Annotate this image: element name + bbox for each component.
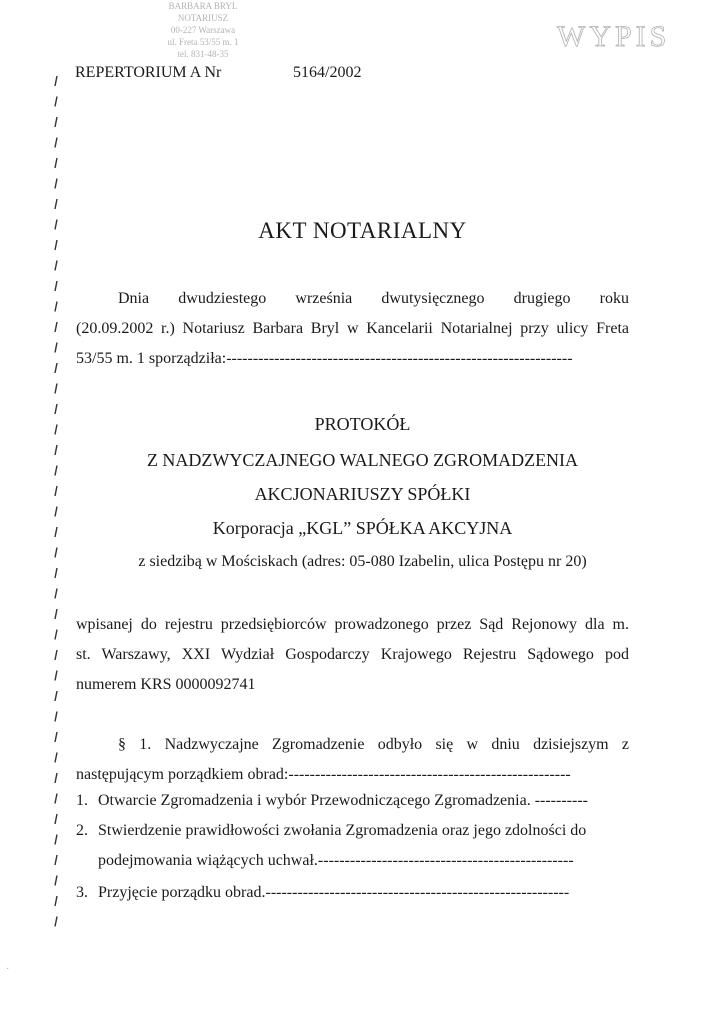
margin-slash <box>55 363 57 373</box>
margin-slash <box>55 732 57 742</box>
stamp-line: ul. Freta 53/55 m. 1 <box>167 37 239 47</box>
agenda-text: Otwarcie Zgromadzenia i wybór Przewodniczącego Zgromadzenia. ---------- <box>98 792 588 809</box>
intro-line: 53/55 m. 1 sporządziła:----------------------------------------------------------------- <box>76 350 573 367</box>
agenda-text: podejmowania wiążących uchwał.------------------------------------------------ <box>98 852 574 869</box>
margin-slash <box>55 896 57 906</box>
svg-text:WYPIS: WYPIS <box>557 20 671 53</box>
margin-slash <box>55 384 57 394</box>
margin-slash <box>55 917 57 927</box>
registry-line: st. Warszawy, XXI Wydział Gospodarczy Krajowego Rejestru Sądowego pod <box>76 646 629 663</box>
margin-slash <box>55 404 57 414</box>
intro-line: Dnia dwudziestego września dwutysięcznego drugiego roku <box>118 290 629 307</box>
margin-slash <box>55 753 57 763</box>
margin-slash <box>55 589 57 599</box>
margin-slash <box>55 691 57 701</box>
agenda-number: 2. <box>76 822 88 839</box>
margin-slash <box>55 609 57 619</box>
margin-slash <box>55 507 57 517</box>
agenda-item <box>76 884 629 902</box>
margin-slash <box>55 138 57 148</box>
repertorium-number: 5164/2002 <box>293 64 362 81</box>
stamp-line: BARBARA BRYL <box>168 1 238 11</box>
company-address: z siedzibą w Mościskach (adres: 05-080 Izabelin, ulica Postępu nr 20) <box>138 553 587 570</box>
section-1 <box>76 730 629 790</box>
protocol-subheading: AKCJONARIUSZY SPÓŁKI <box>254 484 471 504</box>
margin-slash <box>55 322 57 332</box>
agenda-item <box>76 792 629 810</box>
repertorium-label: REPERTORIUM A Nr <box>75 64 222 81</box>
agenda-text: Przyjęcie porządku obrad.--------------------------------------------------------- <box>98 884 570 901</box>
registry-line: wpisanej do rejestru przedsiębiorców prowadzonego przez Sąd Rejonowy dla m. <box>76 616 629 633</box>
intro-paragraph <box>76 284 629 374</box>
intro-line: (20.09.2002 r.) Notariusz Barbara Bryl w Kancelarii Notarialnej przy ulicy Freta <box>76 320 629 337</box>
margin-slash <box>55 158 57 168</box>
stamp-line: NOTARIUSZ <box>177 13 229 23</box>
section-line: § 1. Nadzwyczajne Zgromadzenie odbyło się w dniu dzisiejszym z <box>118 736 629 753</box>
section-line: następującym porządkiem obrad:----------------------------------------------------- <box>76 766 571 783</box>
margin-slash <box>55 630 57 640</box>
notary-stamp <box>118 0 288 60</box>
agenda-number: 1. <box>76 792 88 809</box>
margin-slash <box>55 76 57 86</box>
margin-slash <box>55 712 57 722</box>
margin-slash <box>55 302 57 312</box>
margin-slash <box>55 281 57 291</box>
agenda-text: Stwierdzenie prawidłowości zwołania Zgromadzenia oraz jego zdolności do <box>98 822 587 839</box>
registry-paragraph <box>76 610 629 700</box>
document-title: AKT NOTARIALNY <box>258 218 467 243</box>
margin-slash <box>55 199 57 209</box>
margin-slash <box>55 794 57 804</box>
margin-slash <box>55 179 57 189</box>
wypis-stamp <box>553 14 673 54</box>
margin-slash <box>55 671 57 681</box>
stamp-line: 00-227 Warszawa <box>170 25 236 35</box>
margin-slash <box>55 876 57 886</box>
margin-slash <box>55 855 57 865</box>
protocol-subheading: Z NADZWYCZAJNEGO WALNEGO ZGROMADZENIA <box>146 450 579 470</box>
margin-slash <box>55 835 57 845</box>
margin-slash <box>55 650 57 660</box>
margin-slash <box>55 117 57 127</box>
margin-slash <box>55 814 57 824</box>
protocol-heading: PROTOKÓŁ <box>314 414 411 434</box>
margin-slash <box>55 97 57 107</box>
stamp-line: tel. 831-48-35 <box>177 49 229 59</box>
margin-slash <box>55 773 57 783</box>
repertorium-header <box>75 64 362 82</box>
company-name: Korporacja „KGL” SPÓŁKA AKCYJNA <box>212 518 513 538</box>
agenda-number: 3. <box>76 884 88 901</box>
agenda-item <box>76 852 629 870</box>
margin-slash <box>55 343 57 353</box>
margin-slash <box>55 261 57 271</box>
agenda-item <box>76 822 629 840</box>
registry-line: numerem KRS 0000092741 <box>76 676 256 693</box>
page-speck: · <box>6 964 10 975</box>
